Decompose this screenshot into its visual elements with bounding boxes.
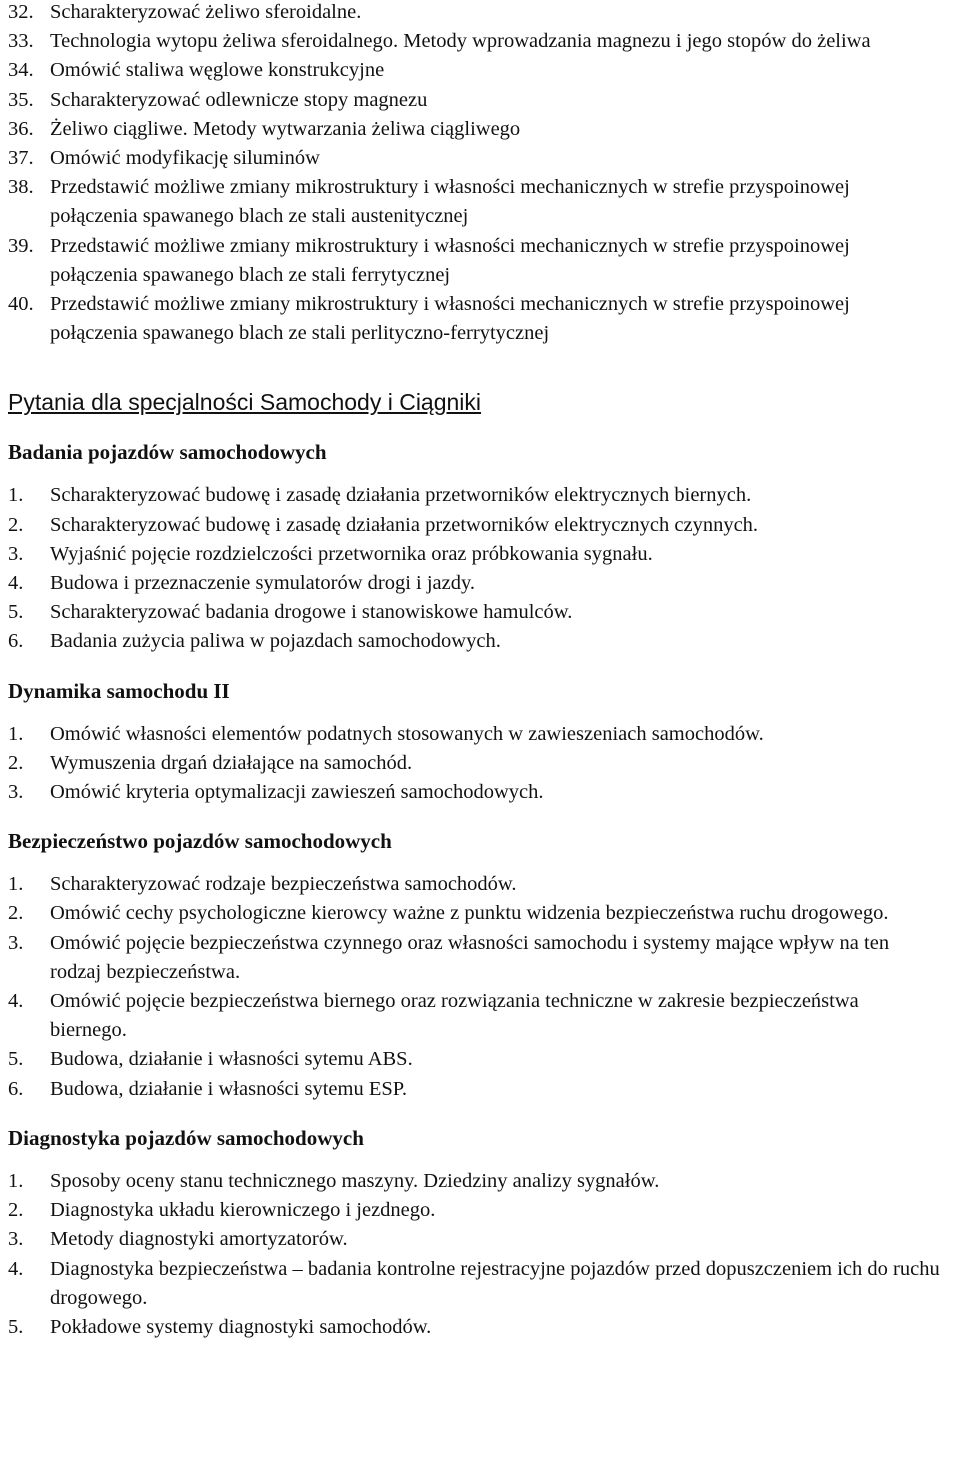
item-text: Sposoby oceny stanu technicznego maszyny. Dziedziny analizy sygnałów. (50, 1169, 660, 1192)
section-badania (8, 438, 960, 656)
item-text: Omówić kryteria optymalizacji zawieszeń samochodowych. (50, 781, 544, 804)
item-number: 1. (8, 873, 24, 896)
list-item (8, 290, 960, 348)
list-item (8, 1075, 960, 1104)
list-item (8, 598, 960, 627)
item-text: Budowa i przeznaczenie symulatorów drogi i jazdy. (50, 572, 476, 595)
item-number: 4. (8, 1257, 24, 1280)
item-number: 5. (8, 1315, 24, 1338)
item-text: Scharakteryzować budowę i zasadę działania przetworników elektrycznych biernych. (50, 484, 752, 507)
question-list (8, 481, 960, 656)
question-list (8, 1167, 960, 1342)
list-item (8, 1196, 960, 1225)
item-text: Omówić pojęcie bezpieczeństwa biernego oraz rozwiązania techniczne w zakresie bezpieczeństwa biernego. (50, 990, 859, 1042)
subsection-heading: Diagnostyka pojazdów samochodowych (8, 1125, 364, 1150)
section-diagnostyka (8, 1124, 960, 1342)
list-item (8, 115, 960, 144)
list-item (8, 232, 960, 290)
item-number: 1. (8, 722, 24, 745)
item-text: Scharakteryzować rodzaje bezpieczeństwa samochodów. (50, 873, 517, 896)
list-item (8, 511, 960, 540)
subsection-heading: Badania pojazdów samochodowych (8, 440, 327, 465)
section-dynamika (8, 677, 960, 808)
item-number: 5. (8, 601, 24, 624)
list-item (8, 778, 960, 807)
item-text: Badania zużycia paliwa w pojazdach samochodowych. (50, 630, 501, 653)
list-item (8, 929, 960, 987)
item-text: Przedstawić możliwe zmiany mikrostruktury i własności mechanicznych w strefie przyspoinowej połączenia spawanego blach ze stali austenitycznej (50, 176, 850, 228)
item-number: 32. (8, 1, 34, 23)
item-text: Omówić własności elementów podatnych stosowanych w zawieszeniach samochodów. (50, 722, 764, 745)
list-item (8, 987, 960, 1045)
item-text: Scharakteryzować odlewnicze stopy magnezu (50, 88, 428, 111)
question-list (8, 720, 960, 808)
item-text: Przedstawić możliwe zmiany mikrostruktury i własności mechanicznych w strefie przyspoinowej połączenia spawanego blach ze stali ferrytycznej (50, 234, 850, 286)
list-item (8, 27, 960, 56)
item-text: Pokładowe systemy diagnostyki samochodów. (50, 1315, 432, 1338)
list-item (8, 749, 960, 778)
item-text: Scharakteryzować żeliwo sferoidalne. (50, 1, 362, 23)
list-item (8, 1045, 960, 1074)
item-text: Diagnostyka układu kierowniczego i jezdnego. (50, 1199, 436, 1222)
item-text: Przedstawić możliwe zmiany mikrostruktury i własności mechanicznych w strefie przyspoinowej połączenia spawanego blach ze stali perlityczno-ferrytycznej (50, 293, 850, 345)
item-number: 1. (8, 484, 24, 507)
item-number: 2. (8, 513, 24, 536)
list-item (8, 569, 960, 598)
item-text: Budowa, działanie i własności sytemu ABS. (50, 1048, 413, 1071)
item-text: Metody diagnostyki amortyzatorów. (50, 1228, 348, 1251)
item-text: Budowa, działanie i własności sytemu ESP. (50, 1077, 407, 1100)
item-text: Wyjaśnić pojęcie rozdzielczości przetwornika oraz próbkowania sygnału. (50, 542, 653, 565)
list-item (8, 1313, 960, 1342)
item-number: 39. (8, 234, 34, 257)
item-text: Omówić staliwa węglowe konstrukcyjne (50, 59, 385, 82)
list-item (8, 86, 960, 115)
item-number: 4. (8, 572, 24, 595)
item-number: 5. (8, 1048, 24, 1071)
item-number: 2. (8, 751, 24, 774)
top-question-list (8, 0, 960, 348)
subsection-heading: Dynamika samochodu II (8, 678, 230, 703)
list-item (8, 1255, 960, 1313)
list-item (8, 173, 960, 231)
item-text: Wymuszenia drgań działające na samochód. (50, 751, 413, 774)
item-number: 2. (8, 902, 24, 925)
question-list (8, 870, 960, 1104)
item-number: 34. (8, 59, 34, 82)
item-number: 4. (8, 990, 24, 1013)
list-item (8, 870, 960, 899)
item-number: 36. (8, 117, 34, 140)
list-item (8, 56, 960, 85)
item-number: 1. (8, 1169, 24, 1192)
item-number: 3. (8, 542, 24, 565)
list-item (8, 0, 960, 27)
subsection-heading: Bezpieczeństwo pojazdów samochodowych (8, 829, 392, 854)
item-number: 40. (8, 293, 34, 316)
item-text: Scharakteryzować badania drogowe i stanowiskowe hamulców. (50, 601, 573, 624)
list-item (8, 540, 960, 569)
item-number: 3. (8, 781, 24, 804)
item-number: 35. (8, 88, 34, 111)
item-text: Omówić cechy psychologiczne kierowcy ważne z punktu widzenia bezpieczeństwa ruchu drogowego. (50, 902, 889, 925)
list-item (8, 1167, 960, 1196)
item-number: 38. (8, 176, 34, 199)
list-item (8, 481, 960, 510)
item-number: 33. (8, 30, 34, 53)
item-text: Żeliwo ciągliwe. Metody wytwarzania żeliwa ciągliwego (50, 117, 521, 140)
section-bezpieczenstwo (8, 827, 960, 1104)
item-text: Scharakteryzować budowę i zasadę działania przetworników elektrycznych czynnych. (50, 513, 759, 536)
item-text: Omówić modyfikację siluminów (50, 147, 320, 170)
item-number: 6. (8, 1077, 24, 1100)
item-number: 3. (8, 931, 24, 954)
item-text: Omówić pojęcie bezpieczeństwa czynnego oraz własności samochodu i systemy mające wpływ na ten rodzaj bezpieczeństwa. (50, 931, 890, 983)
item-number: 6. (8, 630, 24, 653)
item-number: 37. (8, 147, 34, 170)
list-item (8, 1225, 960, 1254)
item-number: 2. (8, 1199, 24, 1222)
item-text: Diagnostyka bezpieczeństwa – badania kontrolne rejestracyjne pojazdów przed dopuszczeniem ich do ruchu drogowego. (50, 1257, 940, 1309)
item-text: Technologia wytopu żeliwa sferoidalnego. Metody wprowadzania magnezu i jego stopów do żeliwa (50, 30, 871, 53)
list-item (8, 899, 960, 928)
item-number: 3. (8, 1228, 24, 1251)
list-item (8, 627, 960, 656)
list-item (8, 720, 960, 749)
list-item (8, 144, 960, 173)
specialty-section-heading: Pytania dla specjalności Samochody i Ciągniki (8, 389, 482, 416)
